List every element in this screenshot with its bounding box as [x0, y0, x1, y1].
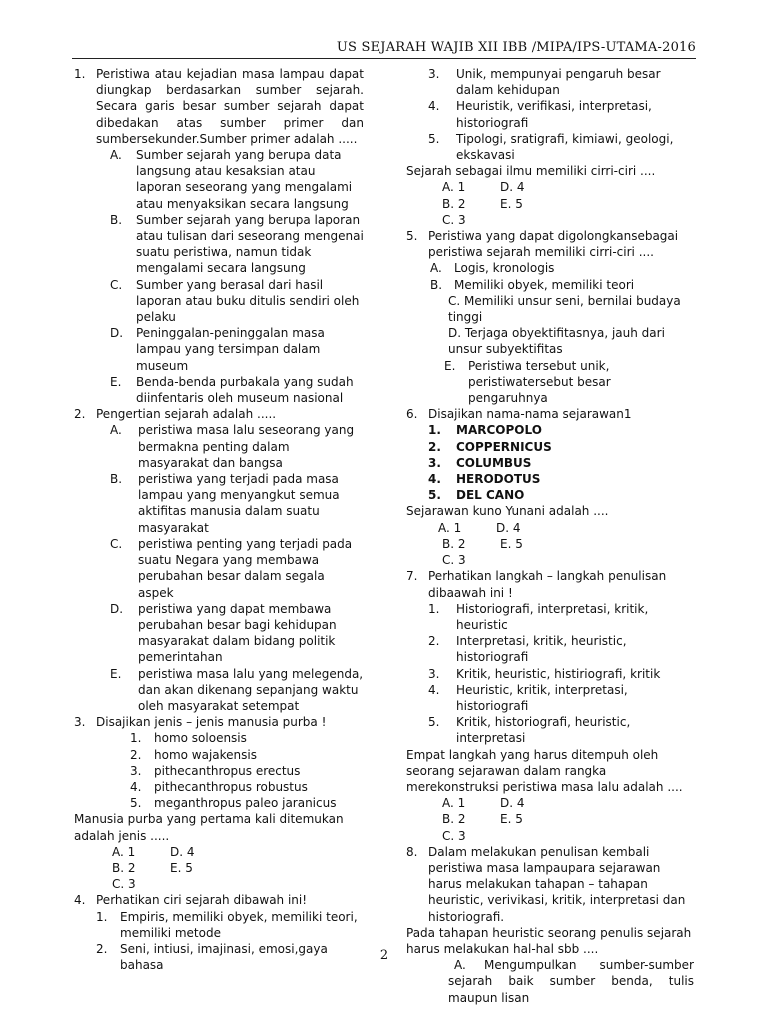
- option-letter: D.: [110, 326, 124, 341]
- option-letter: A.: [110, 148, 122, 163]
- answer-choices-row: [112, 876, 364, 892]
- question-7: [406, 568, 694, 600]
- answer-choices-row: [442, 811, 694, 827]
- question-2: [74, 406, 364, 422]
- header-rule: [72, 58, 696, 59]
- item-text: homo wajakensis: [154, 747, 257, 762]
- option-c: [110, 536, 364, 601]
- answer-choices-row: [442, 196, 694, 212]
- choice: E. 5: [500, 196, 523, 211]
- choice: A. 1: [442, 796, 466, 811]
- list-item: [428, 98, 694, 130]
- list-item: [428, 714, 694, 746]
- item-number: 2.: [428, 439, 441, 454]
- question-stem: Peristiwa yang dapat digolongkansebagai peristiwa sejarah memiliki cirri-ciri ....: [428, 229, 679, 260]
- option-d: [110, 601, 364, 666]
- item-number: 1.: [428, 423, 441, 438]
- option-e: [444, 358, 694, 407]
- choice: D. 4: [500, 796, 525, 811]
- question-prompt: Empat langkah yang harus ditempuh oleh seorang sejarawan dalam rangka merekonstruksi peristiwa masa lalu adalah ....: [406, 747, 683, 794]
- option-letter: B.: [110, 472, 123, 487]
- option-text: peristiwa yang terjadi pada masa lampau yang menyangkut semua aktifitas manusia dalam suatu masyarakat: [138, 472, 340, 535]
- option-text: Sumber sejarah yang berupa data langsung atau kesaksian atau laporan seseorang yang mengalami atau menyaksikan secara langsung: [136, 148, 353, 211]
- option-text: peristiwa penting yang terjadi pada suatu Negara yang membawa perubahan besar dalam segala aspek: [138, 536, 353, 600]
- item-text: Kritik, heuristic, histiriografi, kritik: [456, 666, 661, 681]
- item-text: Tipologi, sratigrafi, kimiawi, geologi, ekskavasi: [456, 131, 674, 163]
- list-item: [428, 66, 694, 98]
- list-item: [130, 779, 364, 795]
- option-text: Logis, kronologis: [454, 261, 555, 276]
- option-text: Memiliki unsur seni, bernilai budaya tinggi: [448, 293, 681, 325]
- list-item: [428, 422, 694, 438]
- option-c: [430, 293, 694, 325]
- page-number: 2: [379, 948, 389, 963]
- option-e: [110, 666, 364, 715]
- option-text: peristiwa masa lalu seseorang yang bermakna penting dalam masyarakat dan bangsa: [138, 423, 355, 470]
- list-item: [428, 471, 694, 487]
- item-number: 1.: [96, 909, 108, 924]
- option-text: Sumber yang berasal dari hasil laporan atau buku ditulis sendiri oleh pelaku: [136, 277, 360, 325]
- option-text: Memiliki obyek, memiliki teori: [454, 277, 635, 292]
- item-text: pithecanthropus erectus: [154, 763, 301, 778]
- item-number: 4.: [428, 99, 440, 114]
- option-letter: D.: [110, 601, 124, 616]
- item-number: 3.: [428, 455, 441, 470]
- option-a: [448, 957, 694, 1006]
- answer-choices-row: [112, 860, 364, 876]
- item-number: 2.: [428, 634, 440, 649]
- option-letter: B.: [110, 212, 123, 227]
- option-a: [110, 147, 364, 212]
- choice: C. 3: [442, 553, 466, 568]
- option-b: [430, 277, 694, 293]
- item-number: 3.: [428, 666, 440, 681]
- choice: B. 2: [442, 536, 466, 551]
- item-number: 4.: [428, 682, 440, 697]
- question-stem: Peristiwa atau kejadian masa lampau dapat diungkap berdasarkan sumber sejarah. Secara garis besar sumber sejarah dapat dibedakan atas sumber primer dan sumbersekunder.Sumber primer adalah .....: [96, 67, 364, 146]
- option-b: [110, 212, 364, 277]
- left-column: [74, 66, 364, 973]
- item-number: 5.: [428, 131, 440, 146]
- option-text: Terjaga obyektifitasnya, jauh dari unsur subyektifitas: [448, 326, 665, 357]
- item-text: COPPERNICUS: [456, 439, 552, 454]
- question-number: 6.: [406, 407, 418, 422]
- list-item: [428, 682, 694, 714]
- choice: A. 1: [442, 180, 466, 195]
- question-number: 4.: [74, 893, 86, 908]
- item-text: homo soloensis: [154, 731, 247, 746]
- item-text: Seni, intiusi, imajinasi, emosi,gaya bahasa: [120, 941, 328, 973]
- answer-choices-row: [442, 552, 694, 568]
- item-number: 1.: [428, 601, 440, 616]
- list-item: [428, 455, 694, 471]
- choice: B. 2: [442, 812, 466, 827]
- list-item: [130, 763, 364, 779]
- item-text: Heuristik, verifikasi, interpretasi, historiografi: [456, 99, 652, 130]
- choice: C. 3: [442, 828, 466, 843]
- answer-choices-row: [442, 179, 694, 195]
- choice: C. 3: [442, 212, 466, 227]
- choice: E. 5: [500, 812, 523, 827]
- option-letter: A.: [454, 958, 466, 973]
- question-stem: Disajikan nama-nama sejarawan1: [428, 407, 632, 422]
- option-letter: C.: [448, 293, 461, 308]
- item-number: 2.: [130, 747, 142, 762]
- question-8: [406, 844, 694, 925]
- option-text: Mengumpulkan sumber-sumber sejarah baik sumber benda, tulis maupun lisan: [448, 958, 694, 1005]
- option-letter: E.: [110, 666, 122, 681]
- list-item: [428, 439, 694, 455]
- list-item: [428, 487, 694, 503]
- item-text: Historiografi, interpretasi, kritik, heuristic: [456, 601, 649, 632]
- list-item: [428, 666, 694, 682]
- question-1: [74, 66, 364, 147]
- list-item: [428, 601, 694, 633]
- choice: B. 2: [112, 860, 136, 875]
- option-letter: A.: [430, 261, 442, 276]
- item-number: 4.: [130, 779, 142, 794]
- question-3: [74, 714, 364, 730]
- item-text: Empiris, memiliki obyek, memiliki teori, memiliki metode: [120, 909, 358, 940]
- item-number: 3.: [428, 67, 440, 81]
- question-5: [406, 228, 694, 260]
- question-stem: Dalam melakukan penulisan kembali peristiwa masa lampaupara sejarawan harus melakukan tahapan – tahapan heuristic, verivikasi, kritik, interpretasi dan historiografi.: [428, 844, 686, 924]
- answer-choices-row: [112, 844, 364, 860]
- item-text: Unik, mempunyai pengaruh besar dalam kehidupan: [456, 67, 661, 98]
- answer-choices-row: [442, 212, 694, 228]
- question-prompt: Manusia purba yang pertama kali ditemukan adalah jenis .....: [74, 812, 344, 843]
- question-stem: Pengertian sejarah adalah .....: [96, 407, 277, 422]
- question-number: 1.: [74, 67, 86, 81]
- question-number: 8.: [406, 844, 418, 859]
- option-letter: E.: [110, 374, 122, 389]
- option-b: [110, 471, 364, 536]
- option-letter: B.: [430, 277, 443, 292]
- list-item: [428, 131, 694, 163]
- item-number: 5.: [428, 715, 440, 730]
- answer-choices-row: [442, 795, 694, 811]
- list-item: [130, 747, 364, 763]
- item-number: 1.: [130, 731, 142, 746]
- option-e: [110, 374, 364, 406]
- option-letter: C.: [110, 277, 123, 292]
- option-a: [110, 422, 364, 471]
- option-c: [110, 277, 364, 326]
- list-item: [428, 633, 694, 665]
- choice: A. 1: [112, 844, 136, 859]
- list-item: [130, 730, 364, 746]
- option-letter: C.: [110, 536, 123, 551]
- right-column: [406, 66, 694, 1006]
- question-stem: Perhatikan ciri sejarah dibawah ini!: [96, 893, 308, 908]
- question-stem: Disajikan jenis – jenis manusia purba !: [96, 715, 327, 730]
- item-text: pithecanthropus robustus: [154, 779, 308, 794]
- question-number: 3.: [74, 715, 86, 730]
- question-prompt: Sejarawan kuno Yunani adalah ....: [406, 504, 609, 519]
- question-prompt: Pada tahapan heuristic seorang penulis sejarah harus melakukan hal-hal sbb ....: [406, 925, 692, 956]
- question-number: 5.: [406, 229, 418, 244]
- option-text: Peninggalan-peninggalan masa lampau yang tersimpan dalam museum: [136, 326, 325, 373]
- option-d: [430, 325, 694, 357]
- option-text: Benda-benda purbakala yang sudah diinfentaris oleh museum nasional: [136, 374, 354, 406]
- question-6: [406, 406, 694, 422]
- choice: A. 1: [438, 520, 462, 535]
- item-number: 2.: [96, 941, 108, 956]
- choice: E. 5: [500, 536, 523, 551]
- item-text: MARCOPOLO: [456, 423, 542, 438]
- item-number: 3.: [130, 763, 142, 778]
- option-text: Sumber sejarah yang berupa laporan atau tulisan dari seseorang mengenai suatu peristiwa, namun tidak mengalami secara langsung: [136, 212, 364, 276]
- choice: D. 4: [500, 180, 525, 195]
- item-number: 5.: [130, 796, 142, 811]
- item-text: Heuristic, kritik, interpretasi, historiografi: [456, 682, 628, 713]
- answer-choices-row: [442, 536, 694, 552]
- item-text: Interpretasi, kritik, heuristic, historiografi: [456, 634, 627, 665]
- item-text: meganthropus paleo jaranicus: [154, 796, 337, 811]
- option-d: [110, 325, 364, 374]
- answer-choices-row: [438, 520, 694, 536]
- option-letter: E.: [444, 358, 456, 373]
- question-4: [74, 892, 364, 908]
- choice: E. 5: [170, 860, 193, 875]
- answer-choices-row: [442, 828, 694, 844]
- item-number: 5.: [428, 488, 441, 503]
- choice: C. 3: [112, 877, 136, 892]
- question-prompt: Sejarah sebagai ilmu memiliki cirri-ciri ....: [406, 164, 656, 179]
- item-text: DEL CANO: [456, 488, 525, 503]
- list-item: [130, 795, 364, 811]
- list-item: [96, 909, 364, 941]
- choice: D. 4: [496, 520, 521, 535]
- question-number: 7.: [406, 569, 418, 584]
- item-text: HERODOTUS: [456, 472, 541, 487]
- option-text: peristiwa yang dapat membawa perubahan besar bagi kehidupan masyarakat dalam bidang politik pemerintahan: [138, 601, 337, 665]
- choice: D. 4: [170, 844, 195, 859]
- option-text: peristiwa masa lalu yang melegenda, dan akan dikenang sepanjang waktu oleh masyarakat setempat: [138, 666, 364, 713]
- choice: B. 2: [442, 196, 466, 211]
- option-a: [430, 260, 694, 276]
- option-letter: D.: [448, 326, 462, 341]
- question-stem: Perhatikan langkah – langkah penulisan dibaawah ini !: [428, 569, 667, 600]
- page-header-title: US SEJARAH WAJIB XII IBB /MIPA/IPS-UTAMA-2016: [336, 40, 696, 55]
- option-letter: A.: [110, 423, 122, 438]
- option-text: Peristiwa tersebut unik, peristiwatersebut besar pengaruhnya: [468, 358, 611, 406]
- item-number: 4.: [428, 472, 441, 487]
- item-text: Kritik, historiografi, heuristic, interpretasi: [456, 715, 631, 746]
- question-number: 2.: [74, 407, 86, 422]
- item-text: COLUMBUS: [456, 455, 532, 470]
